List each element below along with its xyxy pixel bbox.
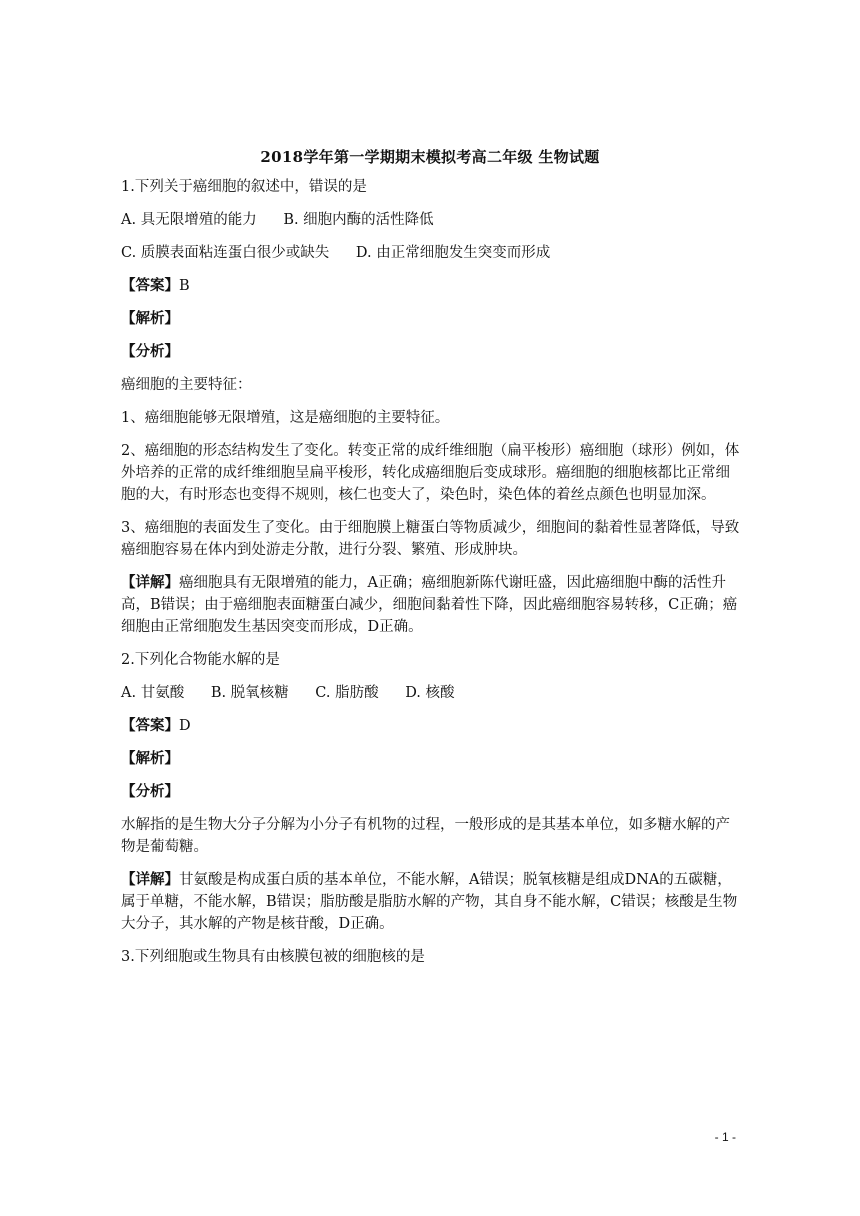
question-2-option-a: A. 甘氨酸 (121, 685, 185, 701)
question-2-option-b: B. 脱氧核糖 (210, 685, 289, 701)
question-1-analysis-para-2: 1、癌细胞能够无限增殖，这是癌细胞的主要特征。 (121, 410, 450, 426)
question-3-stem: 3.下列细胞或生物具有由核膜包被的细胞核的是 (121, 949, 425, 965)
detail-text: 甘氨酸是构成蛋白质的基本单位，不能水解，A错误；脱氧核糖是组成DNA的五碳糖，属于单糖，不能水解，B错误；脂肪酸是脂肪水解的产物，其自身不能水解，C错误；核酸是生物大分子，其水解的产物是核苷酸，D正确。 (121, 872, 738, 932)
question-1-analysis-para-4: 3、癌细胞的表面发生了变化。由于细胞膜上糖蛋白等物质减少，细胞间的黏着性显著降低，导致癌细胞容易在体内到处游走分散，进行分裂、繁殖、形成肿块。 (121, 520, 740, 558)
question-2-option-d: D. 核酸 (405, 685, 455, 701)
question-2-analysis-para-1: 水解指的是生物大分子分解为小分子有机物的过程，一般形成的是其基本单位，如多糖水解的产物是葡萄糖。 (121, 817, 730, 855)
question-1-options-row-1 (121, 209, 741, 231)
detail-label: 【详解】 (121, 871, 179, 888)
question-1-options-row-2 (121, 242, 741, 264)
question-1-option-b: B. 细胞内酶的活性降低 (283, 212, 434, 228)
question-2-answer (121, 715, 741, 737)
page-number: - 1 - (714, 1130, 736, 1144)
answer-value: B (179, 278, 190, 294)
answer-value: D (179, 718, 191, 734)
question-2-detail (121, 869, 741, 935)
question-2-stem: 2.下列化合物能水解的是 (121, 652, 280, 668)
answer-label: 【答案】 (121, 717, 179, 734)
detail-text: 癌细胞具有无限增殖的能力，A正确；癌细胞新陈代谢旺盛，因此癌细胞中酶的活性升高，B错误；由于癌细胞表面糖蛋白减少，细胞间黏着性下降，因此癌细胞容易转移，C正确；癌细胞由正常细胞发生基因突变而形成，D正确。 (121, 575, 738, 635)
question-1-analysis-para-3: 2、癌细胞的形态结构发生了变化。转变正常的成纤维细胞（扁平梭形）癌细胞（球形）例如，体外培养的正常的成纤维细胞呈扁平梭形，转化成癌细胞后变成球形。癌细胞的细胞核都比正常细胞的大，有时形态也变得不规则，核仁也变大了，染色时，染色体的着丝点颜色也明显加深。 (121, 443, 740, 503)
question-2-option-c: C. 脂肪酸 (315, 685, 379, 701)
question-1-analysis-para-1: 癌细胞的主要特征： (121, 377, 252, 393)
question-1-answer (121, 275, 741, 297)
answer-label: 【答案】 (121, 277, 179, 294)
question-2-options-row (121, 682, 741, 704)
detail-label: 【详解】 (121, 574, 179, 591)
page-title: 2018学年第一学期期末模拟考高二年级 生物试题 (260, 148, 600, 166)
question-2-fenxi-heading: 【分析】 (121, 783, 179, 800)
question-1-fenxi-heading: 【分析】 (121, 343, 179, 360)
question-1-jiexi-heading: 【解析】 (121, 310, 179, 327)
question-1-detail (121, 572, 741, 638)
question-2-jiexi-heading: 【解析】 (121, 750, 179, 767)
question-1-option-a: A. 具无限增殖的能力 (121, 212, 257, 228)
document-body (121, 176, 741, 979)
question-1-stem: 1.下列关于癌细胞的叙述中，错误的是 (121, 179, 367, 195)
question-1-option-d: D. 由正常细胞发生突变而形成 (355, 245, 551, 261)
question-1-option-c: C. 质膜表面粘连蛋白很少或缺失 (121, 245, 330, 261)
